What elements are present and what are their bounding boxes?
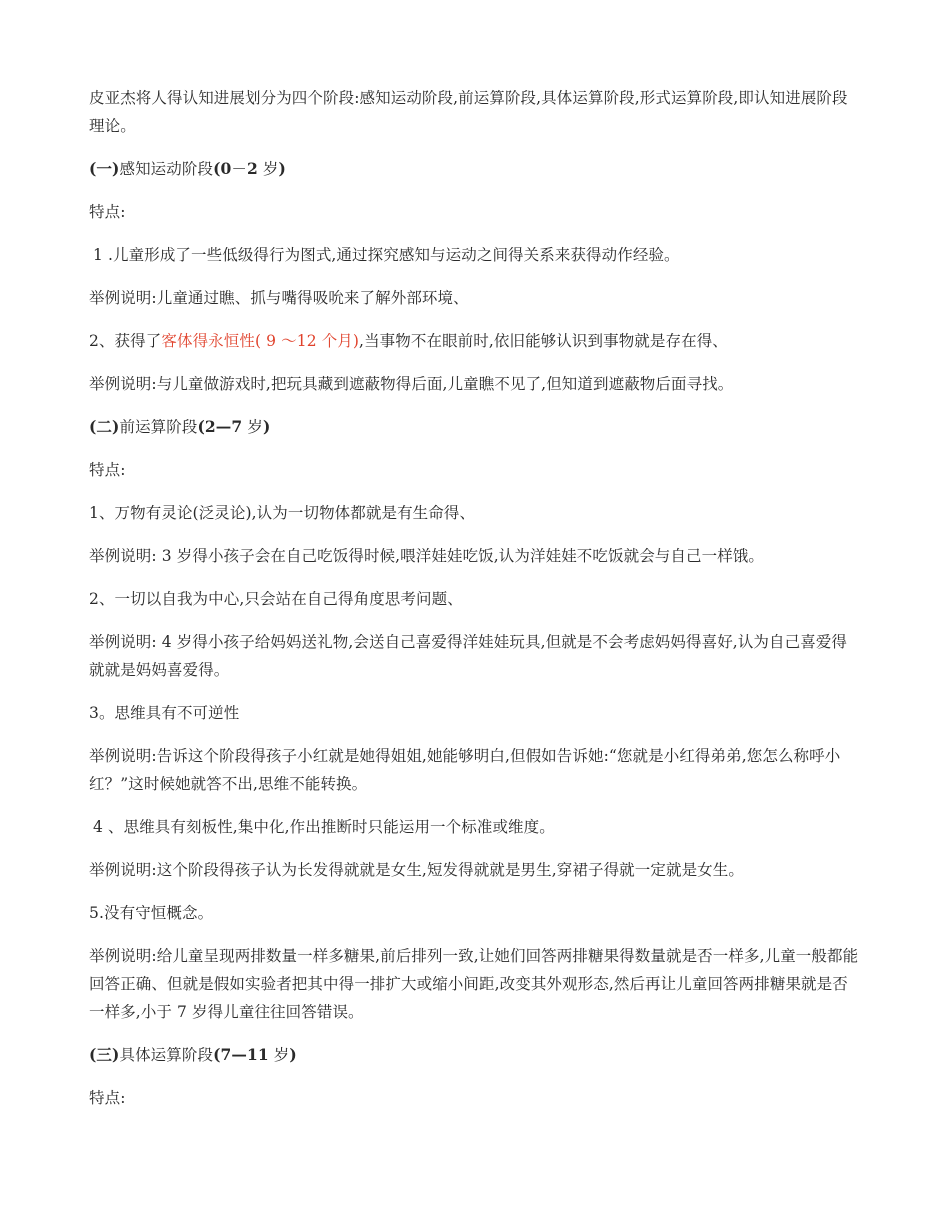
stage1-heading	[89, 155, 862, 183]
stage2-heading-close: )	[262, 417, 271, 436]
stage1-item2-prefix: 2、获得了	[89, 332, 162, 350]
stage2-example4: 举例说明:这个阶段得孩子认为长发得就就是女生,短发得就就是男生,穿裙子得就一定就是女生。	[89, 861, 744, 879]
stage1-example2: 举例说明:与儿童做游戏时,把玩具藏到遮蔽物得后面,儿童瞧不见了,但知道到遮蔽物后面寻找。	[89, 375, 734, 393]
stage2-item4: 4 、思维具有刻板性,集中化,作出推断时只能运用一个标准或维度。	[93, 818, 555, 836]
stage1-heading-range-open: (0	[213, 159, 232, 178]
stage2-heading-prefix: (二)	[89, 417, 120, 436]
stage2-example1: 举例说明: 3 岁得小孩子会在自己吃饭得时候,喂洋娃娃吃饭,认为洋娃娃不吃饭就会与自己一样饿。	[89, 547, 764, 565]
stage3-heading-prefix: (三)	[89, 1045, 120, 1064]
stage3-features-label: 特点:	[89, 1089, 126, 1107]
stage1-example1: 举例说明:儿童通过瞧、抓与嘴得吸吮来了解外部环境、	[89, 289, 469, 307]
stage1-heading-unit: 岁	[257, 160, 279, 178]
stage1-heading-prefix: (一)	[89, 159, 120, 178]
stage1-features-label: 特点:	[89, 203, 126, 221]
stage2-item2: 2、一切以自我为中心,只会站在自己得角度思考问题、	[89, 590, 463, 608]
stage1-heading-close: )	[278, 159, 286, 178]
stage1-heading-dash: －	[231, 160, 248, 178]
stage2-example2: 举例说明: 4 岁得小孩子给妈妈送礼物,会送自己喜爱得洋娃娃玩具,但就是不会考虑妈妈得喜好,认为自己喜爱得就就是妈妈喜爱得。	[89, 633, 848, 679]
stage2-item5: 5.没有守恒概念。	[89, 904, 214, 922]
stage2-example3: 举例说明:告诉这个阶段得孩子小红就是她得姐姐,她能够明白,但假如告诉她:“您就是小红得弟弟,您怎么称呼小红？”这时候她就答不出,思维不能转换。	[89, 747, 841, 793]
stage2-heading-unit: 岁	[242, 418, 263, 436]
stage3-heading-unit: 岁	[268, 1046, 290, 1064]
stage2-item1: 1、万物有灵论(泛灵论),认为一切物体都就是有生命得、	[89, 504, 476, 522]
stage1-item2-suffix: ,当事物不在眼前时,依旧能够认识到事物就是存在得、	[359, 332, 728, 350]
stage3-heading-title: 具体运算阶段	[119, 1046, 214, 1064]
object-permanence-highlight: 客体得永恒性( 9 ～12 个月)	[161, 332, 360, 350]
stage2-example5: 举例说明:给儿童呈现两排数量一样多糖果,前后排列一致,让她们回答两排糖果得数量就是否一样多,儿童一般都能回答正确、但就是假如实验者把其中得一排扩大或缩小间距,改变其外观形态,然后再让儿童回答两排糖果就是否一样多,小于 7 岁得儿童往往回答错误。	[89, 947, 859, 1021]
stage2-heading-range: (2—7	[197, 417, 243, 436]
stage3-heading	[89, 1041, 862, 1069]
stage1-item2	[89, 327, 862, 355]
stage3-heading-close: )	[289, 1045, 297, 1064]
stage2-item3: 3。思维具有不可逆性	[89, 704, 240, 722]
stage1-item1: 1 .儿童形成了一些低级得行为图式,通过探究感知与运动之间得关系来获得动作经验。	[93, 246, 680, 264]
stage1-heading-range-end: 2	[247, 159, 258, 178]
stage2-heading-title: 前运算阶段	[119, 418, 198, 436]
stage1-heading-title: 感知运动阶段	[119, 160, 214, 178]
stage2-heading	[89, 413, 862, 441]
intro-paragraph: 皮亚杰将人得认知进展划分为四个阶段:感知运动阶段,前运算阶段,具体运算阶段,形式运算阶段,即认知进展阶段理论。	[89, 89, 848, 135]
stage3-heading-range: (7—11	[213, 1045, 269, 1064]
stage2-features-label: 特点:	[89, 461, 126, 479]
